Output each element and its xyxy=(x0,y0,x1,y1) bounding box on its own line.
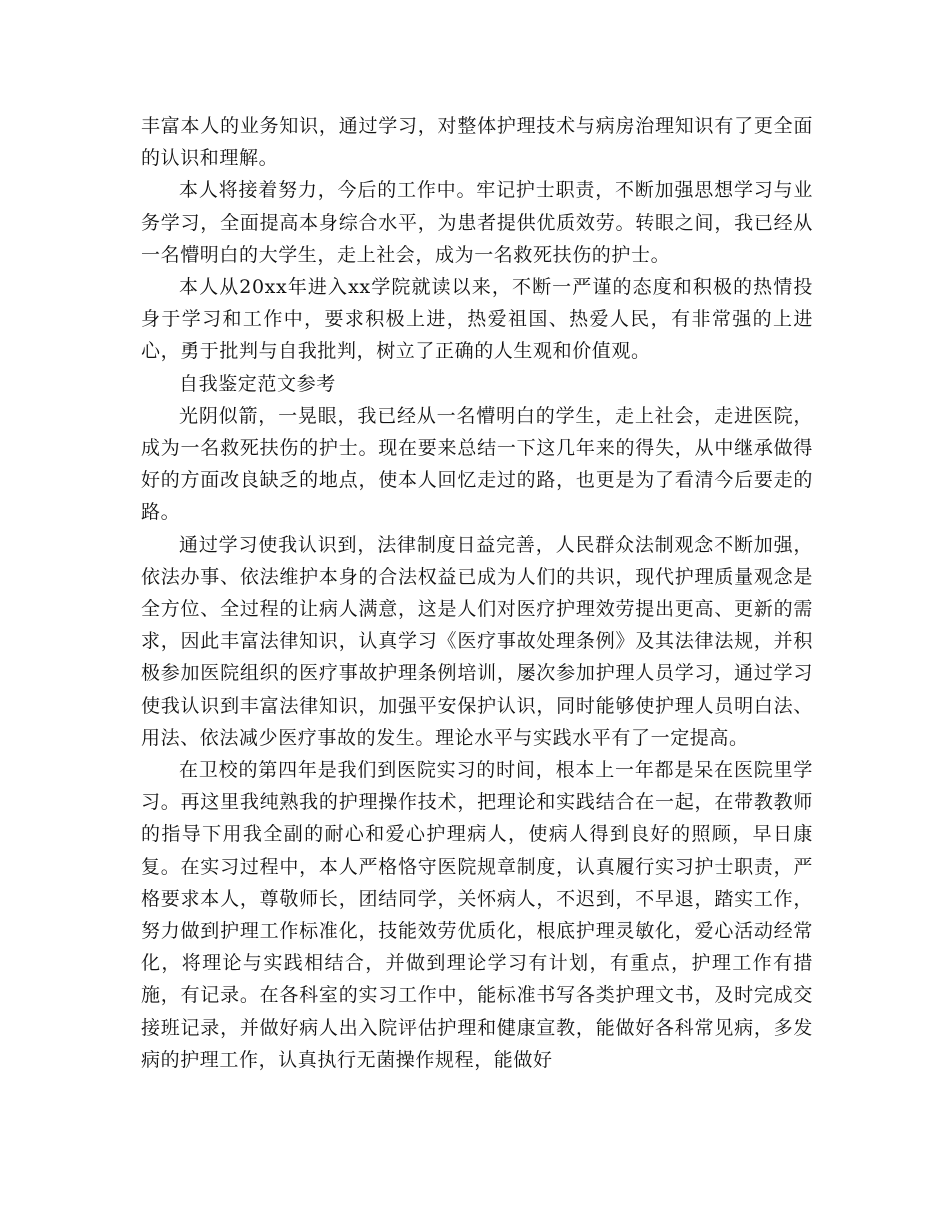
paragraph-enrollment: 本人从20xx年进入xx学院就读以来，不断一严谨的态度和积极的热情投身于学习和工作中，要求积极上进，热爱祖国、热爱人民，有非常强的上进心，勇于批判与自我批判，树立了正确的人生观和价值观。 xyxy=(141,276,813,363)
paragraph-legal-study: 通过学习使我认识到，法律制度日益完善，人民群众法制观念不断加强，依法办事、依法维护本身的合法权益已成为人们的共识，现代护理质量观念是全方位、全过程的让病人满意，这是人们对医疗护理效劳提出更高、更新的需求，因此丰富法律知识，认真学习《医疗事故处理条例》及其法律法规，并积极参加医院组织的医疗事故护理条例培训，屡次参加护理人员学习，通过学习使我认识到丰富法律知识，加强平安保护认识，同时能够使护理人员明白法、用法、依法减少医疗事故的发生。理论水平与实践水平有了一定提高。 xyxy=(141,533,813,749)
paragraph-internship: 在卫校的第四年是我们到医院实习的时间，根本上一年都是呆在医院里学习。再这里我纯熟我的护理操作技术，把理论和实践结合在一起，在带教教师的指导下用我全副的耐心和爱心护理病人，使病人得到良好的照顾，早日康复。在实习过程中，本人严格恪守医院规章制度，认真履行实习护士职责，严格要求本人，尊敬师长，团结同学，关怀病人，不迟到，不早退，踏实工作，努力做到护理工作标准化，技能效劳优质化，根底护理灵敏化，爱心活动经常化，将理论与实践相结合，并做到理论学习有计划，有重点，护理工作有措施，有记录。在各科室的实习工作中，能标准书写各类护理文书，及时完成交接班记录，并做好病人出入院评估护理和健康宣教，能做好各科常见病，多发病的护理工作，认真执行无菌操作规程，能做好 xyxy=(141,759,813,1071)
document-body xyxy=(141,110,813,1076)
section-heading: 自我鉴定范文参考 xyxy=(179,372,336,395)
paragraph-reflection: 光阴似箭，一晃眼，我已经从一名懵明白的学生，走上社会，走进医院，成为一名救死扶伤的护士。现在要来总结一下这几年来的得失，从中继承做得好的方面改良缺乏的地点，使本人回忆走过的路，也更是为了看清今后要走的路。 xyxy=(141,404,813,524)
paragraph-continuation: 丰富本人的业务知识，通过学习，对整体护理技术与病房治理知识有了更全面的认识和理解。 xyxy=(141,115,813,170)
paragraph-commitment: 本人将接着努力，今后的工作中。牢记护士职责，不断加强思想学习与业务学习，全面提高本身综合水平，为患者提供优质效劳。转眼之间，我已经从一名懵明白的大学生，走上社会，成为一名救死扶伤的护士。 xyxy=(141,179,813,266)
